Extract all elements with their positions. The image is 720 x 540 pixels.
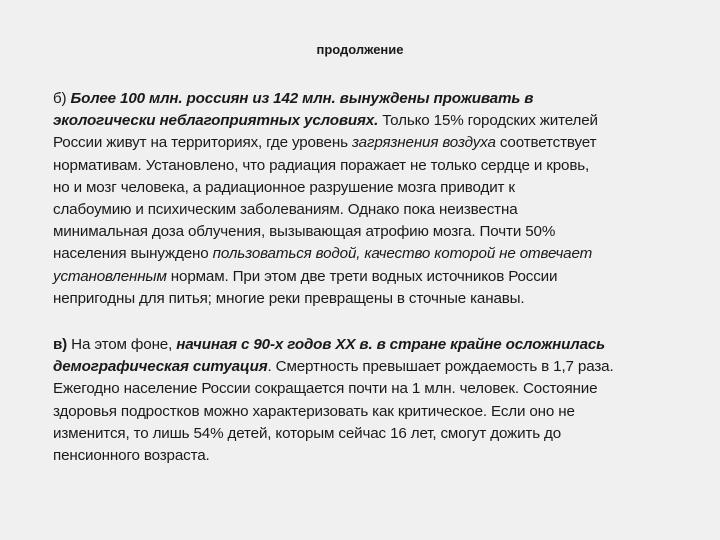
- text-segment: здоровья подростков можно характеризовать как критическое. Если оно не: [53, 402, 575, 420]
- text-segment: нормативам. Установлено, что радиация поражает не только сердце и кровь,: [53, 156, 590, 174]
- text-segment: соответствует: [495, 134, 597, 152]
- slide-title: продолжение: [316, 42, 404, 57]
- text-segment: Только 15% городских жителей: [378, 112, 598, 130]
- text-line: [53, 445, 683, 467]
- text-segment: Ежегодно население России сокращается почти на 1 млн. человек. Состояние: [53, 380, 598, 398]
- text-segment: демографическая ситуация: [53, 358, 268, 376]
- text-segment: На этом фоне,: [67, 336, 177, 353]
- text-segment: начиная с 90-х годов XX в. в стране крайне осложнилась: [176, 336, 606, 353]
- text-line: [53, 356, 683, 378]
- text-segment: в): [53, 336, 68, 353]
- text-line: [53, 177, 683, 199]
- text-segment: минимальная доза облучения, вызывающая атрофию мозга. Почти 50%: [53, 223, 556, 241]
- text-segment: установленным: [53, 267, 167, 285]
- text-line: [53, 401, 683, 423]
- text-segment: пользоваться водой, качество которой не отвечает: [212, 245, 593, 263]
- text-line: [53, 199, 683, 221]
- text-line: [53, 155, 683, 177]
- text-segment: но и мозг человека, а радиационное разрушение мозга приводит к: [53, 178, 515, 196]
- text-line: [53, 423, 683, 445]
- text-line: [53, 334, 683, 356]
- text-segment: непригодны для питья; многие реки превращены в сточные канавы.: [53, 289, 525, 307]
- text-line: [53, 288, 683, 310]
- text-line: [53, 378, 683, 400]
- text-segment: . Смертность превышает рождаемость в 1,7 раза.: [267, 358, 614, 376]
- text-segment: экологически неблагоприятных условиях.: [53, 112, 379, 130]
- text-line: [53, 132, 683, 154]
- text-line: [53, 110, 683, 132]
- text-segment: пенсионного возраста.: [53, 446, 210, 464]
- text-line: [53, 243, 683, 265]
- text-segment: Более 100 млн. россиян из 142 млн. вынуждены проживать в: [70, 90, 534, 107]
- text-segment: слабоумию и психическим заболеваниям. Однако пока неизвестна: [53, 200, 518, 218]
- text-segment: России живут на территориях, где уровень: [53, 134, 352, 152]
- text-line: [53, 88, 683, 110]
- text-segment: изменится, то лишь 54% детей, которым сейчас 16 лет, смогут дожить до: [53, 424, 562, 442]
- text-line: [53, 221, 683, 243]
- paragraph-b: [53, 88, 683, 310]
- text-segment: нормам. При этом две трети водных источников России: [166, 267, 558, 285]
- paragraph-c: [53, 334, 683, 467]
- text-segment: б): [53, 90, 71, 107]
- text-segment: населения вынуждено: [53, 245, 213, 263]
- text-line: [53, 266, 683, 288]
- text-segment: загрязнения воздуха: [351, 134, 496, 152]
